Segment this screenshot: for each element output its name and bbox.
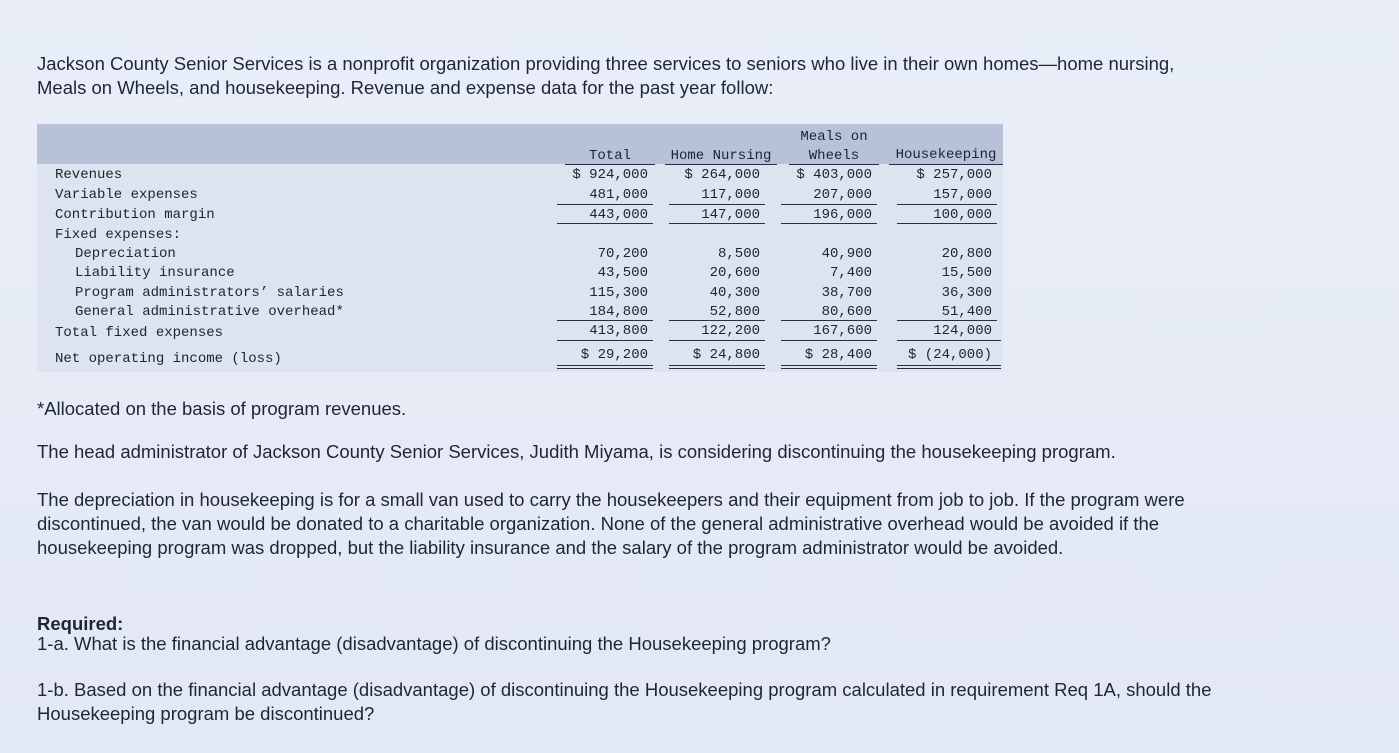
cell-cm-house: 100,000 [933,207,992,223]
cell-noi-home: $ 24,800 [692,347,760,363]
cell-liability-house: 15,500 [941,265,992,281]
rule-overhead-house [897,320,997,321]
required-label: Required: [37,613,124,634]
cell-variable-home: 117,000 [701,187,760,203]
rule-variable-meals [781,204,877,205]
rule-overhead-meals [781,320,877,321]
header-home-nursing: Home Nursing [670,148,772,164]
cell-liability-home: 20,600 [709,265,760,281]
rule-variable-total [557,204,653,205]
row-label-depreciation: Depreciation [75,246,176,262]
cell-noi-house: $ (24,000) [907,347,992,363]
double-rule-a-total [557,365,653,366]
cell-salaries-meals: 38,700 [821,285,872,301]
cell-revenues-house: $ 257,000 [916,167,992,183]
header-meals-line2: Wheels [808,148,860,164]
cell-variable-meals: 207,000 [813,187,872,203]
cell-liability-meals: 7,400 [829,265,872,281]
double-rule-b-total [557,368,653,369]
cell-noi-meals: $ 28,400 [804,347,872,363]
rule-total-fixed-home [669,340,765,341]
row-label-fixed-expenses: Fixed expenses: [55,227,182,243]
double-rule-b-home [669,368,765,369]
cell-total-fixed-home: 122,200 [701,323,760,339]
header-rule-meals [789,164,879,165]
header-rule-house [889,164,1003,165]
cell-cm-total: 443,000 [589,207,648,223]
intro-paragraph: Jackson County Senior Services is a nonprofit organization providing three services to seniors who live in their own homes—home nursing, Meals on Wheels, and housekeeping. Revenue and expense data for the past year follow: [37,53,1175,98]
financial-table [37,124,1003,372]
cell-overhead-meals: 80,600 [821,304,872,320]
cell-revenues-home: $ 264,000 [684,167,760,183]
cell-cm-home: 147,000 [701,207,760,223]
cell-overhead-home: 52,800 [709,304,760,320]
double-rule-a-meals [781,365,877,366]
cell-salaries-house: 36,300 [941,285,992,301]
row-label-program-admin-salaries: Program administrators’ salaries [75,285,344,301]
cell-salaries-home: 40,300 [709,285,760,301]
header-total: Total [588,148,631,164]
cell-overhead-total: 184,800 [589,304,648,320]
row-label-revenues: Revenues [55,167,123,183]
rule-cm-meals [781,223,877,224]
row-label-general-admin-overhead: General administrative overhead* [75,304,344,320]
cell-revenues-meals: $ 403,000 [796,167,872,183]
cell-depreciation-meals: 40,900 [821,246,872,262]
cell-liability-total: 43,500 [597,265,648,281]
cell-noi-total: $ 29,200 [580,347,648,363]
cell-cm-meals: 196,000 [813,207,872,223]
double-rule-a-home [669,365,765,366]
double-rule-a-house [897,365,1001,366]
row-label-contribution-margin: Contribution margin [55,207,215,223]
double-rule-b-house [897,368,1001,369]
cell-total-fixed-total: 413,800 [589,323,648,339]
rule-variable-home [669,204,765,205]
rule-total-fixed-meals [781,340,877,341]
requirement-1a: 1-a. What is the financial advantage (disadvantage) of discontinuing the Housekeeping program? [37,633,831,654]
row-label-total-fixed-expenses: Total fixed expenses [55,325,224,341]
double-rule-b-meals [781,368,877,369]
rule-cm-house [897,223,997,224]
header-meals-line1: Meals on [800,129,868,145]
cell-total-fixed-meals: 167,600 [813,323,872,339]
rule-overhead-total [557,320,653,321]
cell-revenues-total: $ 924,000 [572,167,648,183]
cell-depreciation-total: 70,200 [597,246,648,262]
admin-paragraph: The head administrator of Jackson County Senior Services, Judith Miyama, is considering discontinuing the housekeeping program. [37,441,1116,462]
cell-variable-total: 481,000 [589,187,648,203]
rule-overhead-home [669,320,765,321]
header-rule-home [665,164,777,165]
rule-total-fixed-house [897,340,1001,341]
cell-overhead-house: 51,400 [941,304,992,320]
depreciation-paragraph: The depreciation in housekeeping is for a small van used to carry the housekeepers and their equipment from job to job. If the program were discontinued, the van would be donated to a charitable organization. None of the general administrative overhead would be avoided if the housekeeping program was dropped, but the liability insurance and the salary of the program administrator would be avoided. [37,489,1185,558]
rule-variable-house [897,204,997,205]
rule-total-fixed-total [557,340,653,341]
cell-salaries-total: 115,300 [589,285,648,301]
rule-cm-total [557,223,653,224]
row-label-liability-insurance: Liability insurance [75,265,235,281]
cell-total-fixed-house: 124,000 [933,323,992,339]
row-label-net-operating-income: Net operating income (loss) [55,351,282,367]
header-rule-total [565,164,655,165]
cell-depreciation-house: 20,800 [941,246,992,262]
rule-cm-home [669,223,765,224]
cell-variable-house: 157,000 [933,187,992,203]
header-housekeeping: Housekeeping [895,147,997,163]
footnote: *Allocated on the basis of program revenues. [37,398,407,419]
cell-depreciation-home: 8,500 [717,246,760,262]
requirement-1b: 1-b. Based on the financial advantage (disadvantage) of discontinuing the Housekeeping program calculated in requirement Req 1A, should the Housekeeping program be discontinued? [37,679,1212,724]
row-label-variable-expenses: Variable expenses [55,187,198,203]
